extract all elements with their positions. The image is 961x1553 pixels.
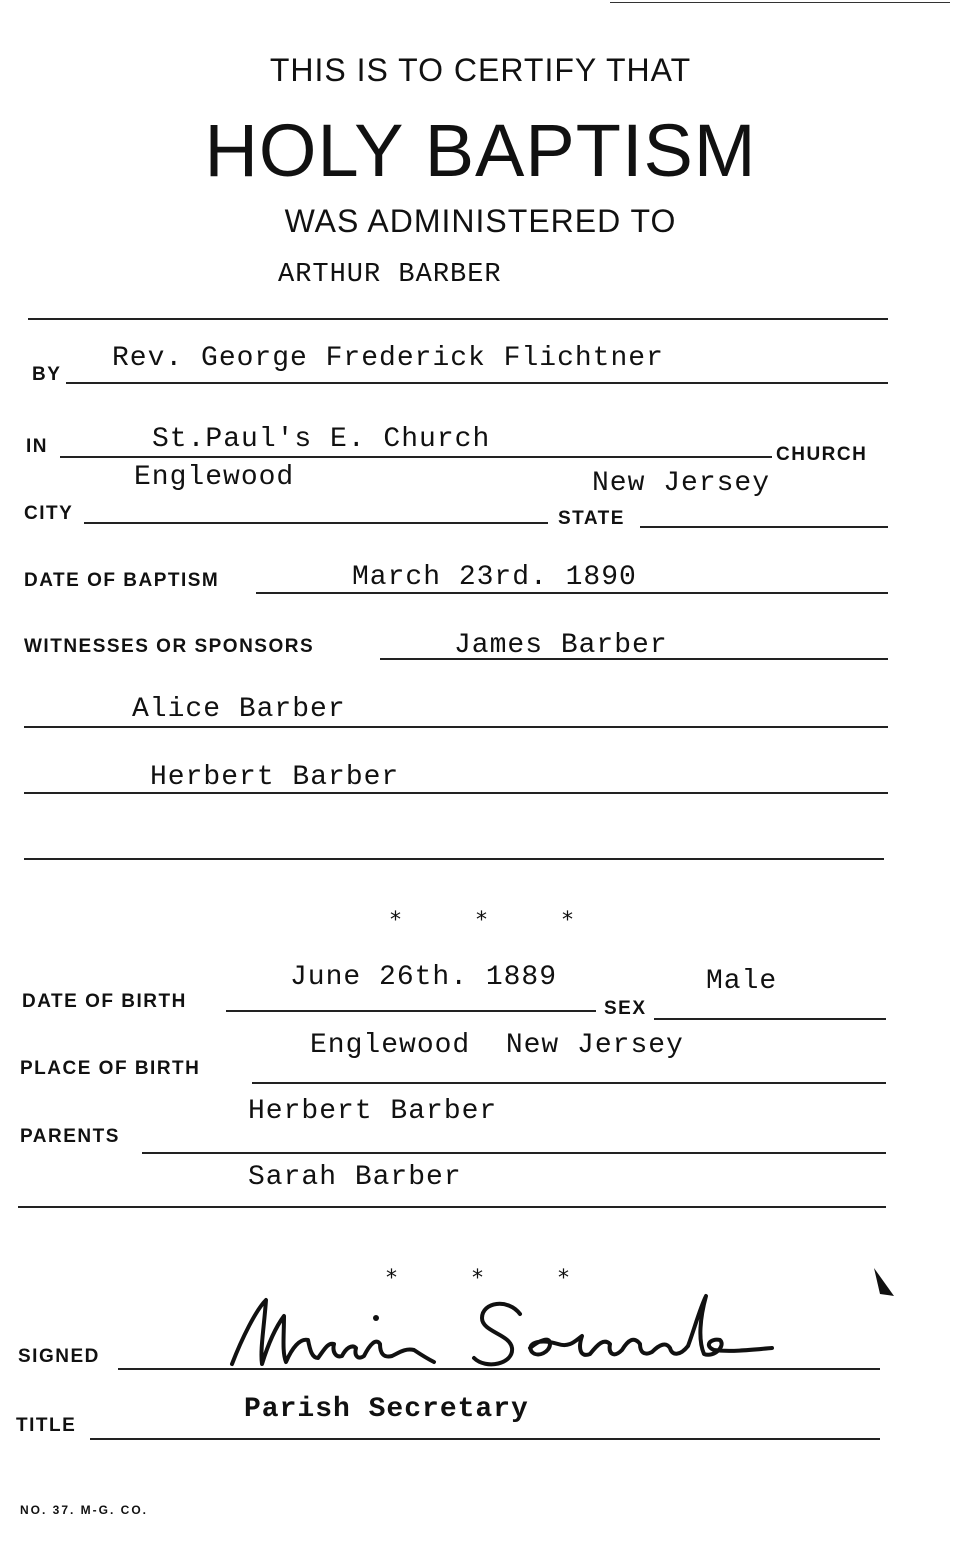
signature-image bbox=[220, 1288, 780, 1378]
signed-label: SIGNED bbox=[18, 1346, 100, 1367]
birth-date-line bbox=[226, 1010, 596, 1012]
separator-stars-2: * * * bbox=[386, 1266, 603, 1291]
witnesses-label: WITNESSES OR SPONSORS bbox=[24, 636, 315, 657]
administered-line: WAS ADMINISTERED TO bbox=[284, 203, 677, 239]
baptism-date-label: DATE OF BAPTISM bbox=[24, 570, 220, 591]
parent-2: Sarah Barber bbox=[248, 1162, 462, 1193]
parents-line-2 bbox=[18, 1206, 886, 1208]
witness-line-1 bbox=[380, 658, 888, 660]
witness-line-4 bbox=[24, 858, 884, 860]
separator-stars-1: * * * bbox=[390, 908, 607, 933]
certificate-title: HOLY BAPTISM bbox=[204, 109, 757, 192]
church-name: St.Paul's E. Church bbox=[152, 424, 491, 455]
sex-label: SEX bbox=[604, 998, 647, 1019]
sex-value: Male bbox=[706, 966, 778, 997]
sex-line bbox=[654, 1018, 886, 1020]
witness-1: James Barber bbox=[454, 630, 668, 661]
certify-line: THIS IS TO CERTIFY THAT bbox=[269, 52, 692, 88]
recipient-line bbox=[28, 318, 888, 320]
form-code: NO. 37. M-G. CO. bbox=[20, 1503, 149, 1517]
officiant-name: Rev. George Frederick Flichtner bbox=[112, 343, 664, 374]
by-label: BY bbox=[32, 364, 62, 385]
witness-line-2 bbox=[24, 726, 888, 728]
state-value: New Jersey bbox=[592, 468, 771, 499]
witness-2: Alice Barber bbox=[132, 694, 346, 725]
baptism-date-line bbox=[256, 592, 888, 594]
parent-1: Herbert Barber bbox=[248, 1096, 498, 1127]
witness-3: Herbert Barber bbox=[150, 762, 400, 793]
witness-line-3 bbox=[24, 792, 888, 794]
birth-date-value: June 26th. 1889 bbox=[290, 962, 558, 993]
parents-line-1 bbox=[142, 1152, 886, 1154]
birth-place-label: PLACE OF BIRTH bbox=[20, 1058, 201, 1079]
state-line bbox=[640, 526, 888, 528]
parents-label: PARENTS bbox=[20, 1126, 120, 1147]
city-value: Englewood bbox=[134, 462, 295, 493]
birth-place-value: Englewood New Jersey bbox=[310, 1030, 684, 1061]
scan-mark bbox=[870, 1266, 900, 1300]
birth-date-label: DATE OF BIRTH bbox=[22, 991, 187, 1012]
title-line bbox=[90, 1438, 880, 1440]
title-label: TITLE bbox=[16, 1415, 77, 1436]
scan-edge bbox=[610, 2, 950, 3]
birth-place-line bbox=[252, 1082, 886, 1084]
title-value: Parish Secretary bbox=[244, 1394, 529, 1425]
state-label: STATE bbox=[558, 508, 625, 529]
signed-line bbox=[118, 1368, 880, 1370]
baptism-date-value: March 23rd. 1890 bbox=[352, 562, 637, 593]
in-label: IN bbox=[26, 436, 48, 457]
recipient-name: ARTHUR BARBER bbox=[278, 260, 502, 290]
by-line bbox=[66, 382, 888, 384]
city-label: CITY bbox=[24, 503, 74, 524]
church-line bbox=[60, 456, 772, 458]
city-line bbox=[84, 522, 548, 524]
church-label: CHURCH bbox=[776, 444, 868, 465]
